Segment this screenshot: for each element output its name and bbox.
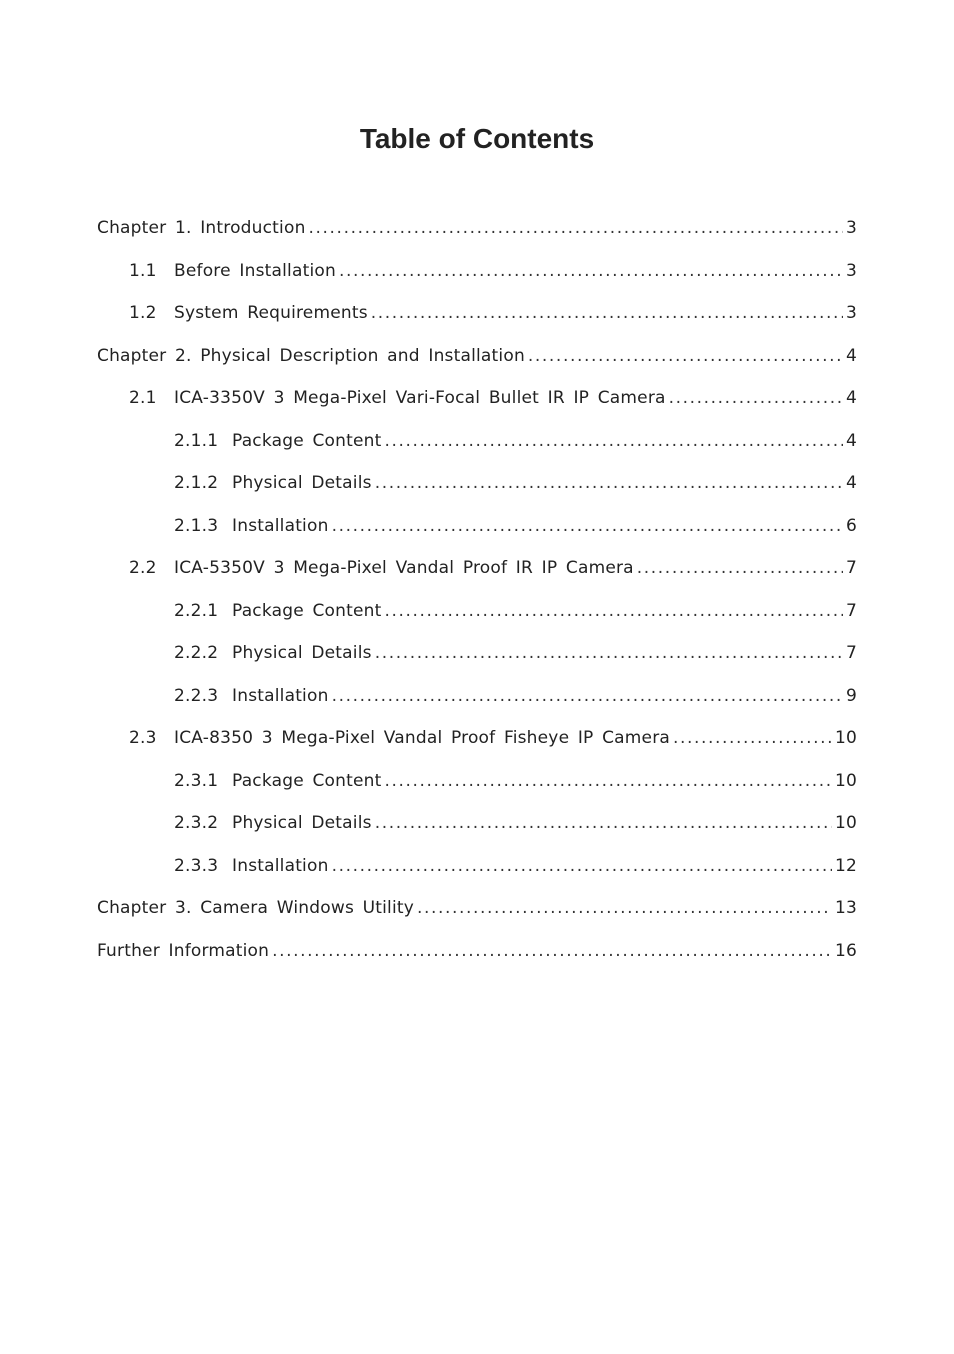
- toc-dot-leader: [272, 935, 832, 968]
- toc-page-number: 7: [845, 643, 857, 663]
- toc-dot-leader: [637, 552, 843, 585]
- toc-section-number: 2.3.2: [174, 813, 219, 833]
- toc-dot-leader: [669, 382, 843, 415]
- toc-section-number: 2.3: [129, 728, 157, 748]
- toc-dot-leader: [375, 467, 843, 500]
- toc-page-number: 16: [834, 940, 857, 961]
- toc-entry[interactable]: [97, 765, 857, 808]
- toc-dot-leader: [332, 680, 843, 713]
- toc-entry-title: ICA-5350V 3 Mega-Pixel Vandal Proof IR IP Camera: [174, 558, 634, 578]
- toc-entry[interactable]: [97, 255, 857, 298]
- toc-section-number: 2.2.2: [174, 643, 219, 663]
- toc-entry[interactable]: [97, 382, 857, 425]
- toc-entry[interactable]: [97, 425, 857, 468]
- toc-entry-title: Package Content: [232, 770, 382, 791]
- toc-page-number: 7: [845, 600, 857, 621]
- toc-section-number: 2.1.1: [174, 430, 219, 451]
- toc-entry-title: ICA-8350 3 Mega-Pixel Vandal Proof Fisheye IP Camera: [174, 728, 671, 748]
- toc-section-number: 2.2: [129, 558, 157, 578]
- toc-dot-leader: [339, 255, 843, 288]
- toc-entry-title: Further Information: [97, 940, 270, 961]
- toc-entry[interactable]: [97, 680, 857, 723]
- toc-page-number: 3: [845, 218, 857, 238]
- toc-dot-leader: [384, 765, 831, 798]
- toc-dot-leader: [371, 297, 843, 330]
- toc-page-number: 4: [845, 430, 857, 451]
- toc-entry[interactable]: [97, 552, 857, 595]
- toc-entry-title: Physical Details: [232, 473, 372, 493]
- toc-section-number: 2.2.1: [174, 600, 219, 621]
- toc-dot-leader: [332, 850, 832, 883]
- toc-page-number: 3: [845, 260, 857, 281]
- toc-entry[interactable]: [97, 340, 857, 383]
- toc-dot-leader: [375, 637, 843, 670]
- toc-entry-title: Chapter 2. Physical Description and Installation: [97, 345, 525, 366]
- toc-entry-title: Package Content: [232, 600, 382, 621]
- toc-dot-leader: [375, 807, 832, 840]
- page-title: Table of Contents: [359, 123, 595, 154]
- toc-entry-title: ICA-3350V 3 Mega-Pixel Vari-Focal Bullet IR IP Camera: [174, 388, 666, 408]
- toc-section-number: 2.1.3: [174, 515, 219, 536]
- toc-entry-title: Installation: [232, 685, 329, 706]
- toc-page-number: 4: [845, 345, 857, 366]
- toc-entry-title: Chapter 1. Introduction: [97, 218, 306, 238]
- toc-entry-title: System Requirements: [174, 303, 368, 323]
- toc-section-number: 2.1: [129, 388, 157, 408]
- toc-dot-leader: [384, 595, 842, 628]
- toc-page-number: 10: [834, 813, 857, 833]
- toc-dot-leader: [384, 425, 842, 458]
- toc-dot-leader: [332, 510, 843, 543]
- toc-entry-title: Physical Details: [232, 643, 372, 663]
- toc-entry[interactable]: [97, 935, 857, 978]
- toc-page-number: 3: [845, 303, 857, 323]
- toc-section-number: 2.1.2: [174, 473, 219, 493]
- toc-page-number: 7: [845, 558, 857, 578]
- toc-entry[interactable]: [97, 297, 857, 340]
- toc-section-number: 1.1: [129, 260, 157, 281]
- toc-page-number: 4: [845, 388, 857, 408]
- toc-entry-title: Before Installation: [174, 260, 336, 281]
- toc-entry[interactable]: [97, 637, 857, 680]
- toc-page-number: 10: [834, 770, 857, 791]
- toc-entry[interactable]: [97, 212, 857, 255]
- toc-entry-title: Installation: [232, 515, 329, 536]
- toc-entry[interactable]: [97, 807, 857, 850]
- toc-entry[interactable]: [97, 467, 857, 510]
- toc-section-number: 2.3.1: [174, 770, 219, 791]
- toc-page-number: 12: [834, 855, 857, 876]
- toc-page-number: 4: [845, 473, 857, 493]
- toc-entry[interactable]: [97, 850, 857, 893]
- toc-section-number: 2.2.3: [174, 685, 219, 706]
- toc-dot-leader: [309, 212, 843, 245]
- toc-entry[interactable]: [97, 722, 857, 765]
- toc-entry-title: Chapter 3. Camera Windows Utility: [97, 898, 415, 918]
- toc-section-number: 2.3.3: [174, 855, 219, 876]
- toc-entry-title: Installation: [232, 855, 329, 876]
- toc-entry-title: Physical Details: [232, 813, 372, 833]
- toc-page-number: 10: [834, 728, 857, 748]
- toc-entry[interactable]: [97, 595, 857, 638]
- toc-dot-leader: [673, 722, 832, 755]
- toc-dot-leader: [528, 340, 843, 373]
- toc-page-number: 6: [845, 515, 857, 536]
- toc-entry[interactable]: [97, 510, 857, 553]
- toc-entry-title: Package Content: [232, 430, 382, 451]
- toc-section-number: 1.2: [129, 303, 157, 323]
- toc-page-number: 9: [845, 685, 857, 706]
- toc-list: [97, 212, 857, 977]
- toc-dot-leader: [417, 892, 832, 925]
- toc-page-number: 13: [834, 898, 857, 918]
- toc-entry[interactable]: [97, 892, 857, 935]
